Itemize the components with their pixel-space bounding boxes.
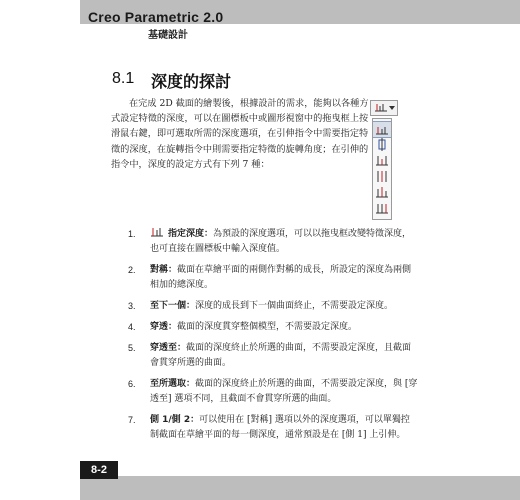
list-item-number: 1. <box>128 229 136 239</box>
list-item-number: 7. <box>128 415 136 425</box>
through-all-icon <box>373 169 391 184</box>
to-selected-icon <box>373 201 391 216</box>
depth-options-list <box>128 227 418 449</box>
list-item-text: 截面的深度終止於所選的曲面，不需要設定深度，且截面會貫穿所選的曲面。 <box>150 343 412 368</box>
list-item-text: 深度的成長到下一個曲面終止，不需要設定深度。 <box>195 301 394 311</box>
through-until-icon <box>373 185 391 200</box>
list-item-term: 穿透： <box>150 322 178 332</box>
list-item <box>128 341 418 371</box>
dropdown-item-symmetric <box>373 137 391 152</box>
list-item-term: 至所選取： <box>150 379 196 389</box>
list-item-term: 穿透至： <box>150 343 187 353</box>
intro-paragraph: 在完成 2D 截面的繪製後，根據設計的需求，能夠以各種方式設定特徵的深度，可以在圖標板中或圖形視窗中的拖曳框上按滑鼠右鍵，即可選取所需的深度選項，在引伸指令中需要指定特徵的深度，在旋轉指令中則需要指定特徵的旋轉角度；在引伸的指令中，深度的設定方式有下列 7 種： <box>111 98 369 170</box>
list-item-number: 4. <box>128 322 136 332</box>
list-item-text: 可以使用在 [對稱] 選項以外的深度選項，可以單獨控制截面在草繪平面的每一側深度，通常預設是在 [側 1] 上引伸。 <box>150 415 410 440</box>
dropdown-item-through-until <box>373 185 391 200</box>
list-item-number: 5. <box>128 343 136 353</box>
dropdown-list <box>372 118 392 220</box>
symmetric-icon <box>373 137 391 152</box>
book-title: Creo Parametric 2.0 <box>88 9 224 25</box>
dropdown-item-blind <box>373 121 391 138</box>
list-item <box>128 377 418 407</box>
dropdown-item-to-next <box>373 153 391 168</box>
list-item <box>128 263 418 293</box>
dropdown-item-through-all <box>373 169 391 184</box>
list-item-text: 截面在草繪平面的兩側作對稱的成長，所設定的深度為兩側相加的總深度。 <box>150 265 412 290</box>
list-item-text: 截面的深度終止於所選的曲面，不需要設定深度，與 [穿透至] 選項不同，且截面不會貫穿所選的曲面。 <box>150 379 418 404</box>
chevron-down-icon <box>389 106 395 110</box>
list-item <box>128 227 418 257</box>
list-item <box>128 413 418 443</box>
blind-depth-icon <box>150 227 164 237</box>
list-item-text: 為預設的深度選項，可以以拖曳框改變特徵深度，也可直接在圖標板中輸入深度值。 <box>150 229 412 254</box>
book-subtitle: 基礎設計 <box>148 30 188 41</box>
blind-depth-icon <box>373 102 389 114</box>
list-item-number: 2. <box>128 265 136 275</box>
list-item-term: 至下一個： <box>150 301 196 311</box>
page-number: 8-2 <box>80 461 118 479</box>
list-item-number: 6. <box>128 379 136 389</box>
list-item-term: 指定深度： <box>168 229 214 239</box>
dropdown-button <box>370 100 398 116</box>
list-item-number: 3. <box>128 301 136 311</box>
section-title: 深度的探討 <box>151 72 232 91</box>
list-item-term: 對稱： <box>150 265 178 275</box>
list-item-text: 截面的深度貫穿整個模型，不需要設定深度。 <box>177 322 358 332</box>
list-item <box>128 299 418 314</box>
list-item <box>128 320 418 335</box>
section-number: 8.1 <box>112 70 135 87</box>
depth-options-dropdown <box>370 100 398 220</box>
list-item-term: 側 1/側 2： <box>150 415 200 425</box>
dropdown-item-to-selected <box>373 201 391 216</box>
to-next-icon <box>373 153 391 168</box>
footer-bar <box>80 476 520 500</box>
blind-depth-icon <box>373 124 391 137</box>
